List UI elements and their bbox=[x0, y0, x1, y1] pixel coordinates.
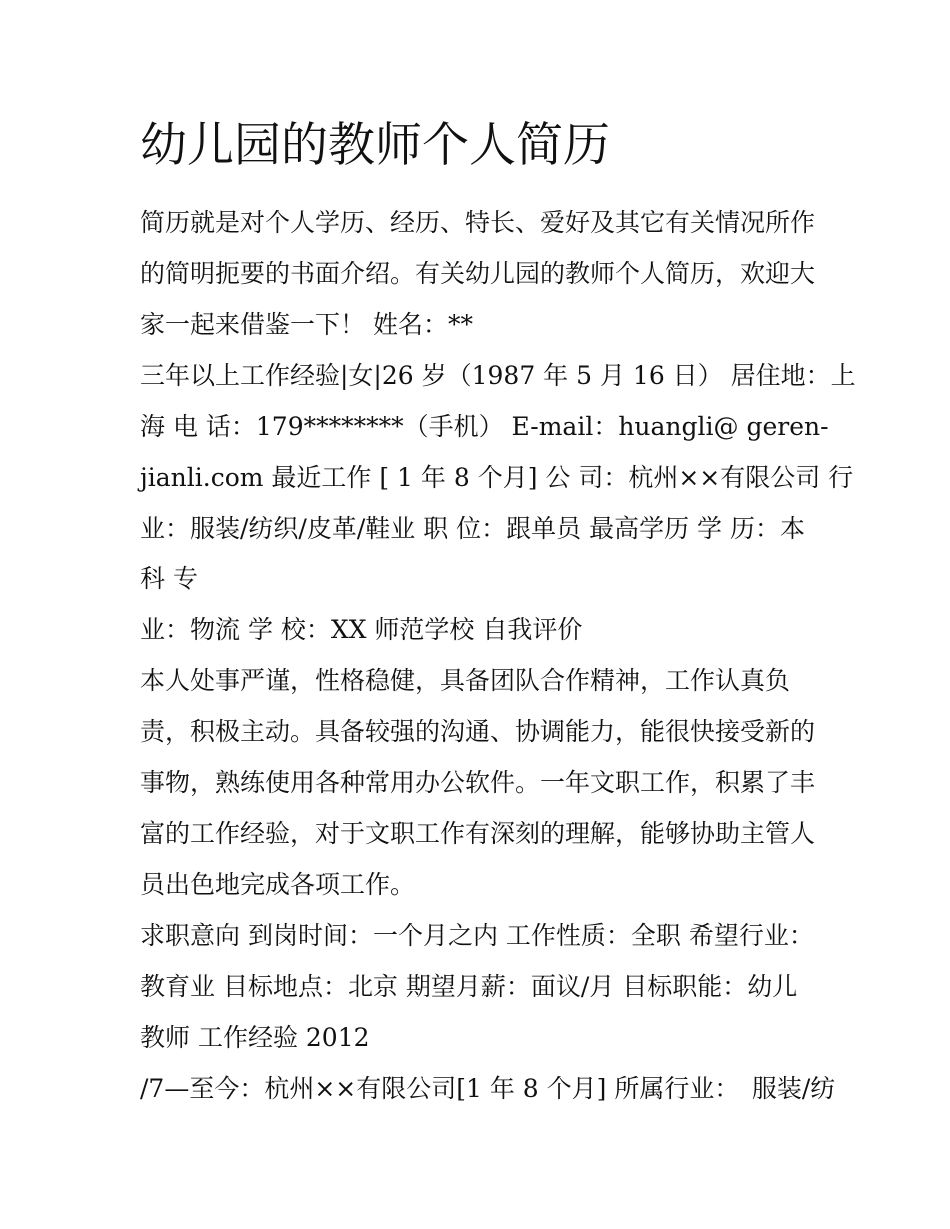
body-line: 科 专 bbox=[140, 564, 198, 593]
body-line: 简历就是对个人学历、经历、特长、爱好及其它有关情况所作 bbox=[140, 208, 816, 237]
body-line: 事物，熟练使用各种常用办公软件。一年文职工作，积累了丰 bbox=[140, 768, 816, 797]
body-line: 的简明扼要的书面介绍。有关幼儿园的教师个人简历，欢迎大 bbox=[140, 259, 816, 288]
body-line: 业：物流 学 校：XX 师范学校 自我评价 bbox=[140, 615, 583, 644]
body-line: 求职意向 到岗时间：一个月之内 工作性质：全职 希望行业： bbox=[140, 921, 814, 950]
body-line: 三年以上工作经验|女|26 岁（1987 年 5 月 16 日） 居住地：上 bbox=[140, 361, 856, 390]
body-line: 富的工作经验，对于文职工作有深刻的理解，能够协助主管人 bbox=[140, 819, 816, 848]
body-line: 海 电 话：179********（手机） E-mail：huangli@ geren- bbox=[140, 412, 829, 441]
body-line: /7—至今：杭州××有限公司[1 年 8 个月] 所属行业： 服装/纺 bbox=[140, 1074, 836, 1103]
body-line: 业：服装/纺织/皮革/鞋业 职 位：跟单员 最高学历 学 历：本 bbox=[140, 514, 806, 543]
document-title: 幼儿园的教师个人简历 bbox=[140, 118, 610, 173]
body-line: 教育业 目标地点：北京 期望月薪：面议/月 目标职能：幼儿 bbox=[140, 972, 798, 1001]
body-line: 本人处事严谨，性格稳健，具备团队合作精神，工作认真负 bbox=[140, 666, 791, 695]
body-line: jianli.com 最近工作 [ 1 年 8 个月] 公 司：杭州××有限公司 行 bbox=[140, 463, 854, 492]
body-line: 家一起来借鉴一下！ 姓名：** bbox=[140, 310, 473, 339]
body-line: 员出色地完成各项工作。 bbox=[140, 870, 416, 899]
body-line: 教师 工作经验 2012 bbox=[140, 1023, 370, 1052]
body-line: 责，积极主动。具备较强的沟通、协调能力，能很快接受新的 bbox=[140, 717, 816, 746]
